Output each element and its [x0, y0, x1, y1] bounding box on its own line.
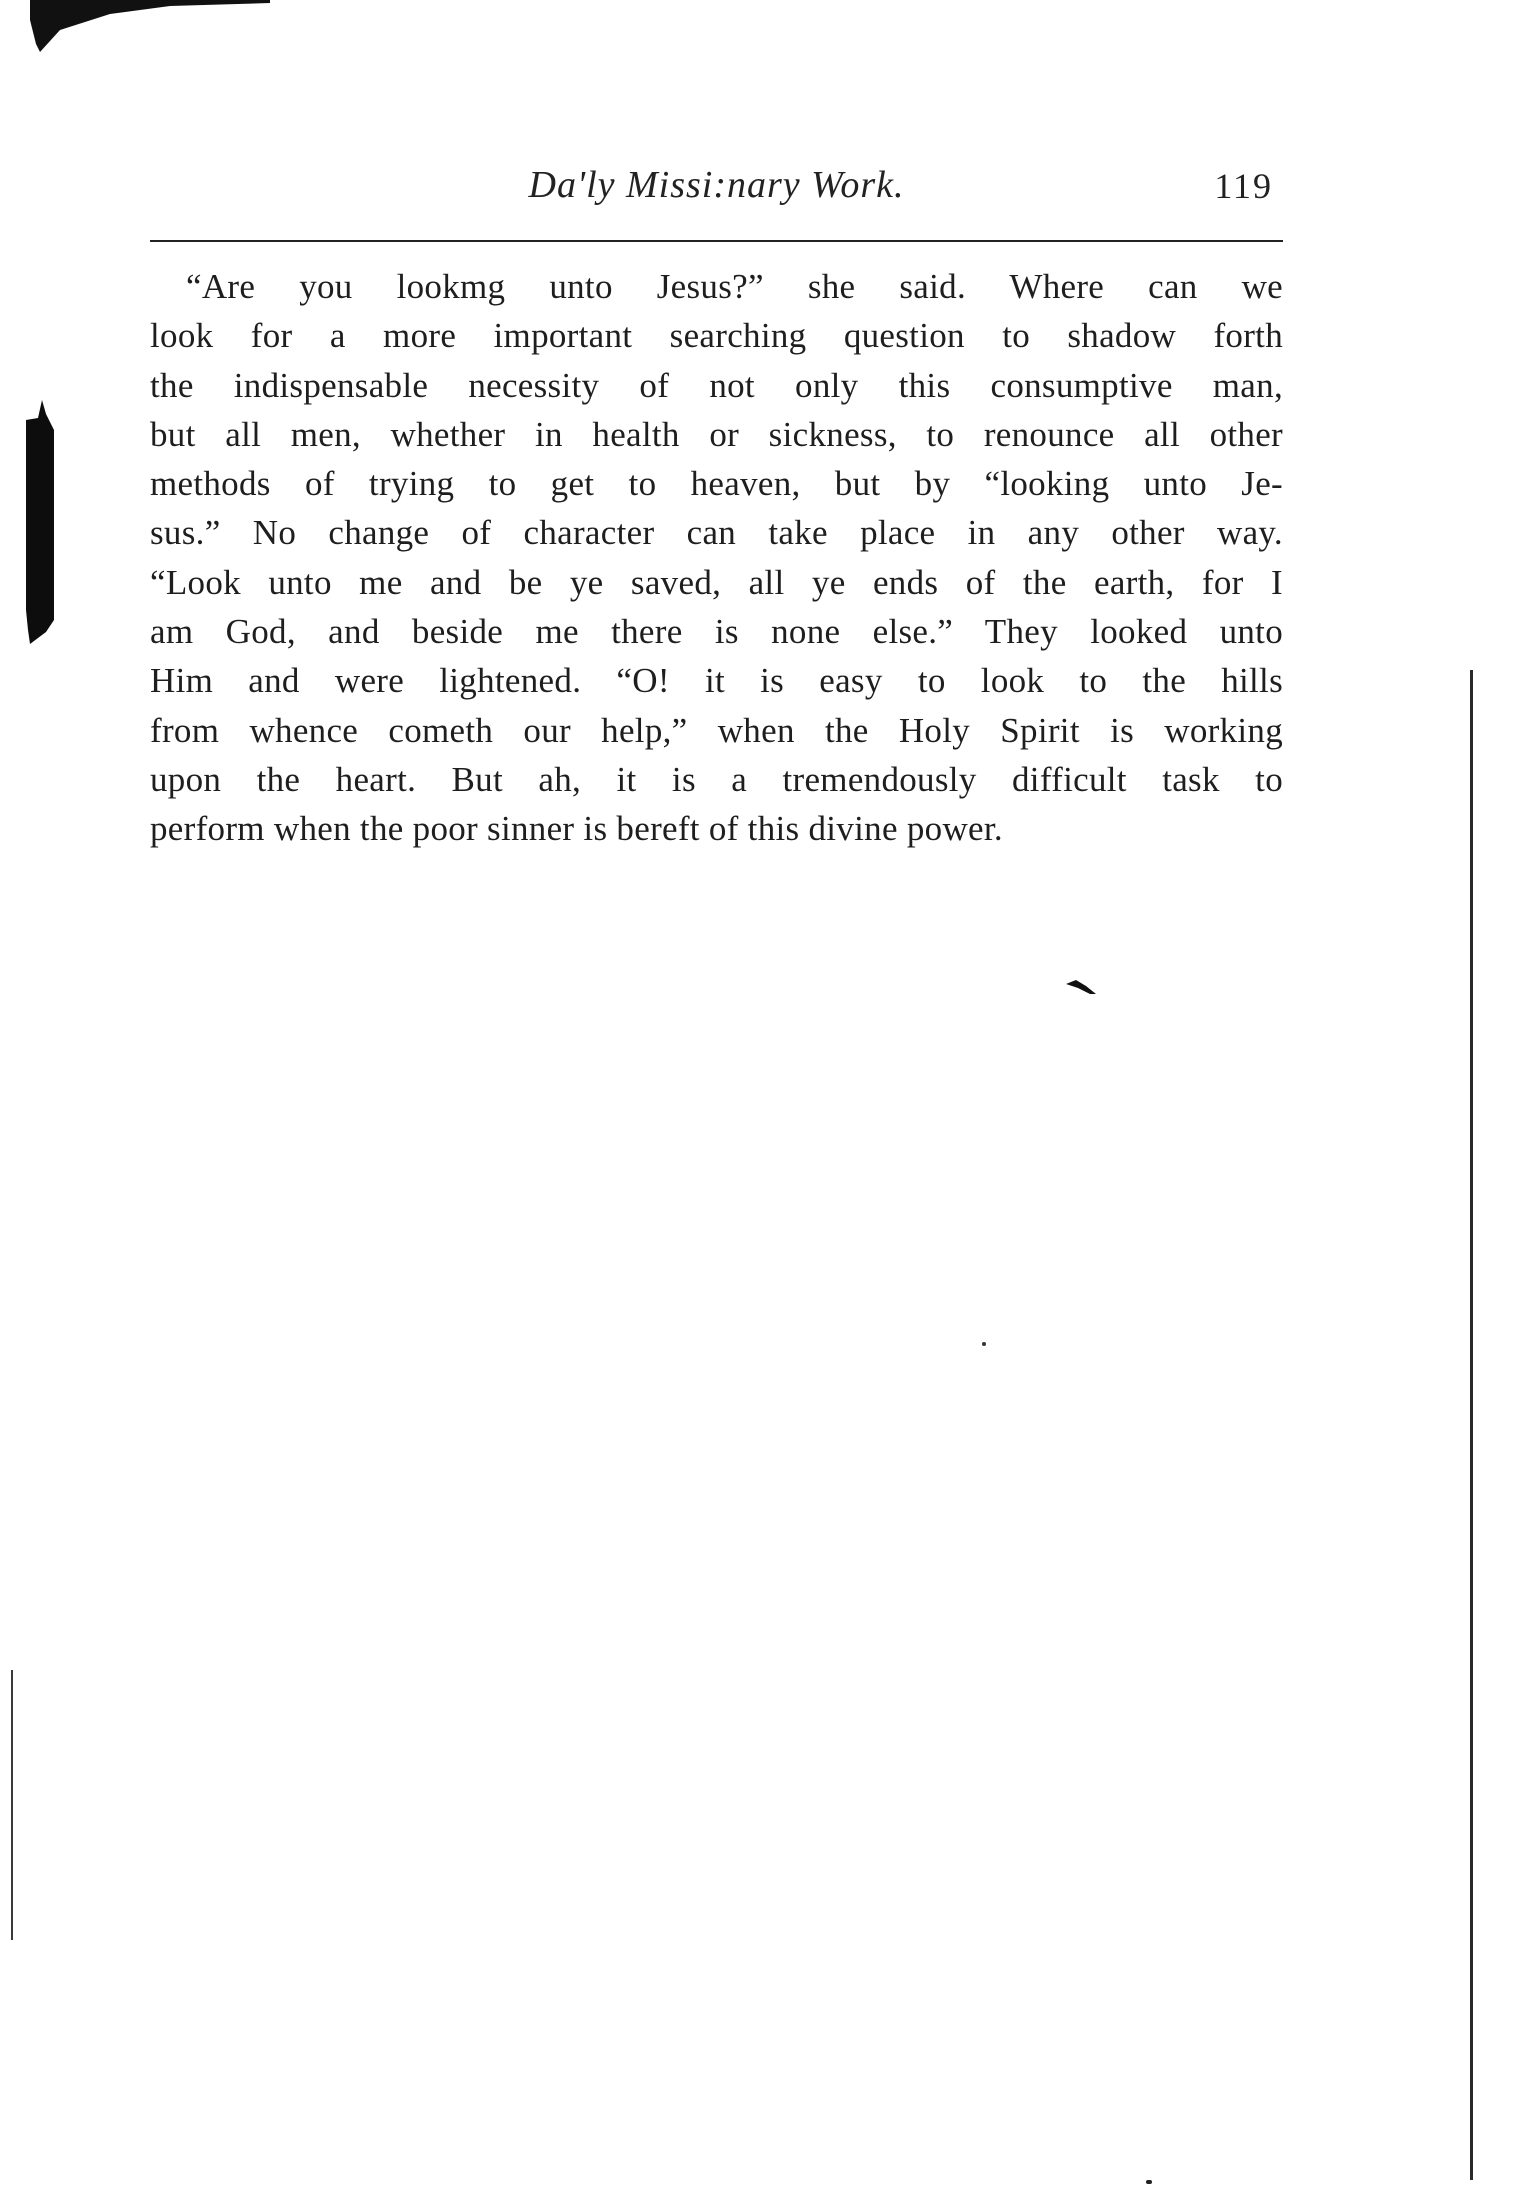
- scan-dot: [982, 1342, 986, 1346]
- scan-right-edge-line: [1470, 670, 1473, 2180]
- text-line: “Look unto me and be ye saved, all ye ends of the earth, for I: [150, 562, 1283, 602]
- scan-corner-smudge: [0, 0, 280, 60]
- text-line: “Are you lookmg unto Jesus?” she said. Where can we: [186, 267, 1283, 306]
- text-line: am God, and beside me there is none else.” They looked unto: [150, 612, 1283, 652]
- header-rule: [150, 240, 1283, 242]
- text-line: but all men, whether in health or sickness, to renounce all other: [150, 414, 1283, 454]
- text-line: sus.” No change of character can take place in any other way.: [150, 513, 1283, 553]
- text-line: upon the heart. But ah, it is a tremendously difficult task to: [150, 759, 1283, 799]
- scan-left-edge-line: [11, 1670, 13, 1940]
- text-line: perform when the poor sinner is bereft of this divine power.: [150, 809, 1003, 849]
- text-line: look for a more important searching question to shadow forth: [150, 316, 1283, 356]
- body-paragraph: [150, 262, 1283, 854]
- text-line: the indispensable necessity of not only this consumptive man,: [150, 365, 1283, 405]
- running-title: Da'ly Missi:nary Work.: [528, 164, 905, 206]
- text-line: from whence cometh our help,” when the Holy Spirit is working: [150, 710, 1283, 750]
- scan-mark: [1064, 978, 1098, 996]
- page-number: 119: [1214, 166, 1273, 206]
- scan-binding-shadow: [20, 400, 56, 650]
- page-header: [150, 163, 1283, 213]
- text-line: Him and were lightened. “O! it is easy to look to the hills: [150, 661, 1283, 701]
- text-line: methods of trying to get to heaven, but by “looking unto Je-: [150, 464, 1283, 504]
- scan-dot: [1146, 2180, 1152, 2184]
